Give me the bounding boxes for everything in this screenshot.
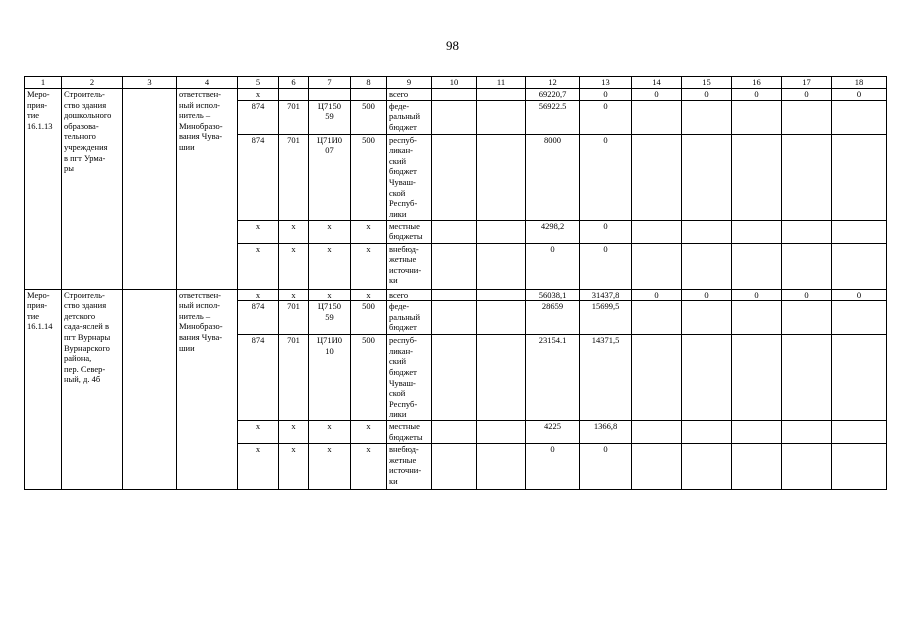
value-cell-16 [732, 134, 782, 220]
value-cell-11 [477, 100, 526, 134]
funding-source-cell: внебюд- жетные источни- ки [387, 444, 432, 490]
value-cell-10 [432, 100, 477, 134]
value-cell-16 [732, 220, 782, 243]
column-3-cell [123, 289, 177, 490]
event-cell: Меро- прия- тие 16.1.13 [25, 89, 62, 290]
value-cell-15 [682, 335, 732, 421]
value-cell-13: 0 [580, 100, 632, 134]
value-cell-6: 701 [279, 100, 309, 134]
value-cell-7: Ц7150 59 [309, 301, 351, 335]
value-cell-5: х [238, 444, 279, 490]
value-cell-18 [832, 444, 887, 490]
value-cell-13: 0 [580, 444, 632, 490]
value-cell-18 [832, 134, 887, 220]
value-cell-11 [477, 444, 526, 490]
value-cell-17 [782, 100, 832, 134]
value-cell-14 [632, 100, 682, 134]
header-cell: 13 [580, 77, 632, 89]
value-cell-8: х [351, 444, 387, 490]
value-cell-14: 0 [632, 289, 682, 301]
value-cell-11 [477, 243, 526, 289]
value-cell-6: х [279, 444, 309, 490]
value-cell-11 [477, 421, 526, 444]
value-cell-14: 0 [632, 89, 682, 101]
value-cell-7: х [309, 289, 351, 301]
value-cell-10 [432, 220, 477, 243]
header-cell: 17 [782, 77, 832, 89]
header-cell: 7 [309, 77, 351, 89]
value-cell-14 [632, 243, 682, 289]
value-cell-16: 0 [732, 289, 782, 301]
value-cell-11 [477, 289, 526, 301]
header-cell: 11 [477, 77, 526, 89]
value-cell-12: 8000 [526, 134, 580, 220]
value-cell-5: 874 [238, 335, 279, 421]
value-cell-7: Ц71И0 07 [309, 134, 351, 220]
value-cell-5: х [238, 421, 279, 444]
event-cell: Меро- прия- тие 16.1.14 [25, 289, 62, 490]
value-cell-10 [432, 335, 477, 421]
header-cell: 2 [62, 77, 123, 89]
value-cell-6: х [279, 421, 309, 444]
value-cell-13: 15699,5 [580, 301, 632, 335]
value-cell-16 [732, 243, 782, 289]
value-cell-14 [632, 421, 682, 444]
value-cell-14 [632, 134, 682, 220]
value-cell-8 [351, 89, 387, 101]
value-cell-12: 23154.1 [526, 335, 580, 421]
value-cell-15: 0 [682, 89, 732, 101]
funding-source-cell: феде- ральный бюджет [387, 100, 432, 134]
value-cell-15 [682, 421, 732, 444]
value-cell-5: 874 [238, 301, 279, 335]
funding-source-cell: местные бюджеты [387, 220, 432, 243]
page-number: 98 [446, 38, 459, 53]
value-cell-7: Ц7150 59 [309, 100, 351, 134]
value-cell-12: 4225 [526, 421, 580, 444]
funding-source-cell: внебюд- жетные источни- ки [387, 243, 432, 289]
value-cell-12: 0 [526, 243, 580, 289]
header-cell: 3 [123, 77, 177, 89]
value-cell-16 [732, 335, 782, 421]
value-cell-15 [682, 100, 732, 134]
value-cell-13: 0 [580, 220, 632, 243]
header-cell: 16 [732, 77, 782, 89]
value-cell-18 [832, 421, 887, 444]
value-cell-10 [432, 289, 477, 301]
value-cell-17 [782, 421, 832, 444]
value-cell-15 [682, 134, 732, 220]
value-cell-7: Ц71И0 10 [309, 335, 351, 421]
value-cell-10 [432, 134, 477, 220]
value-cell-8: 500 [351, 134, 387, 220]
funding-source-cell: всего [387, 289, 432, 301]
object-name-cell: Строитель- ство здания детского сада-яслей в пгт Вурнары Вурнарского района, пер. Север- ный, д. 4б [62, 289, 123, 490]
header-cell: 14 [632, 77, 682, 89]
value-cell-13: 0 [580, 89, 632, 101]
value-cell-8: х [351, 289, 387, 301]
value-cell-10 [432, 243, 477, 289]
value-cell-7: х [309, 444, 351, 490]
value-cell-16 [732, 301, 782, 335]
value-cell-13: 1366,8 [580, 421, 632, 444]
executor-cell: ответствен- ный испол- нитель – Минобразо- вания Чува- шии [177, 89, 238, 290]
value-cell-15 [682, 444, 732, 490]
value-cell-6: х [279, 220, 309, 243]
header-cell: 5 [238, 77, 279, 89]
value-cell-10 [432, 89, 477, 101]
header-cell: 15 [682, 77, 732, 89]
value-cell-13: 0 [580, 134, 632, 220]
value-cell-11 [477, 134, 526, 220]
value-cell-7: х [309, 243, 351, 289]
value-cell-10 [432, 421, 477, 444]
value-cell-7 [309, 89, 351, 101]
value-cell-10 [432, 444, 477, 490]
value-cell-12: 4298,2 [526, 220, 580, 243]
value-cell-8: х [351, 421, 387, 444]
value-cell-18 [832, 335, 887, 421]
value-cell-12: 28659 [526, 301, 580, 335]
value-cell-15 [682, 243, 732, 289]
funding-source-cell: респуб- ликан- ский бюджет Чуваш- ской Респуб- лики [387, 134, 432, 220]
budget-table [24, 76, 887, 490]
value-cell-5: х [238, 289, 279, 301]
value-cell-16 [732, 100, 782, 134]
value-cell-14 [632, 335, 682, 421]
funding-source-cell: феде- ральный бюджет [387, 301, 432, 335]
value-cell-11 [477, 220, 526, 243]
header-cell: 6 [279, 77, 309, 89]
value-cell-8: 500 [351, 100, 387, 134]
table-row [25, 89, 887, 101]
value-cell-18: 0 [832, 89, 887, 101]
value-cell-6: х [279, 243, 309, 289]
value-cell-11 [477, 301, 526, 335]
value-cell-17 [782, 335, 832, 421]
value-cell-7: х [309, 421, 351, 444]
value-cell-8: 500 [351, 335, 387, 421]
value-cell-13: 0 [580, 243, 632, 289]
value-cell-6: 701 [279, 335, 309, 421]
value-cell-15: 0 [682, 289, 732, 301]
value-cell-17: 0 [782, 89, 832, 101]
column-3-cell [123, 89, 177, 290]
value-cell-12: 0 [526, 444, 580, 490]
value-cell-8: х [351, 220, 387, 243]
object-name-cell: Строитель- ство здания дошкольного образова- тельного учреждения в пгт Урма- ры [62, 89, 123, 290]
value-cell-12: 56038,1 [526, 289, 580, 301]
value-cell-5: х [238, 89, 279, 101]
value-cell-18: 0 [832, 289, 887, 301]
value-cell-12: 69220,7 [526, 89, 580, 101]
value-cell-18 [832, 243, 887, 289]
value-cell-5: х [238, 220, 279, 243]
value-cell-6: 701 [279, 301, 309, 335]
value-cell-18 [832, 301, 887, 335]
funding-source-cell: местные бюджеты [387, 421, 432, 444]
value-cell-5: х [238, 243, 279, 289]
executor-cell: ответствен- ный испол- нитель – Минобразо- вания Чува- шии [177, 289, 238, 490]
value-cell-14 [632, 444, 682, 490]
value-cell-14 [632, 301, 682, 335]
value-cell-8: 500 [351, 301, 387, 335]
funding-source-cell: респуб- ликан- ский бюджет Чуваш- ской Респуб- лики [387, 335, 432, 421]
value-cell-8: х [351, 243, 387, 289]
value-cell-18 [832, 100, 887, 134]
header-cell: 9 [387, 77, 432, 89]
header-cell: 12 [526, 77, 580, 89]
value-cell-17 [782, 243, 832, 289]
value-cell-17 [782, 301, 832, 335]
value-cell-11 [477, 89, 526, 101]
value-cell-15 [682, 301, 732, 335]
value-cell-6: 701 [279, 134, 309, 220]
value-cell-6: х [279, 289, 309, 301]
value-cell-13: 14371,5 [580, 335, 632, 421]
value-cell-18 [832, 220, 887, 243]
value-cell-11 [477, 335, 526, 421]
value-cell-17 [782, 444, 832, 490]
header-cell: 8 [351, 77, 387, 89]
header-cell: 18 [832, 77, 887, 89]
header-cell: 10 [432, 77, 477, 89]
value-cell-17 [782, 134, 832, 220]
value-cell-12: 56922.5 [526, 100, 580, 134]
table-row [25, 289, 887, 301]
value-cell-5: 874 [238, 100, 279, 134]
value-cell-10 [432, 301, 477, 335]
value-cell-5: 874 [238, 134, 279, 220]
header-cell: 4 [177, 77, 238, 89]
value-cell-13: 31437,8 [580, 289, 632, 301]
header-cell: 1 [25, 77, 62, 89]
value-cell-6 [279, 89, 309, 101]
funding-source-cell: всего [387, 89, 432, 101]
value-cell-16 [732, 444, 782, 490]
value-cell-14 [632, 220, 682, 243]
value-cell-16 [732, 421, 782, 444]
value-cell-7: х [309, 220, 351, 243]
header-row [25, 77, 887, 89]
value-cell-17: 0 [782, 289, 832, 301]
value-cell-15 [682, 220, 732, 243]
value-cell-17 [782, 220, 832, 243]
value-cell-16: 0 [732, 89, 782, 101]
